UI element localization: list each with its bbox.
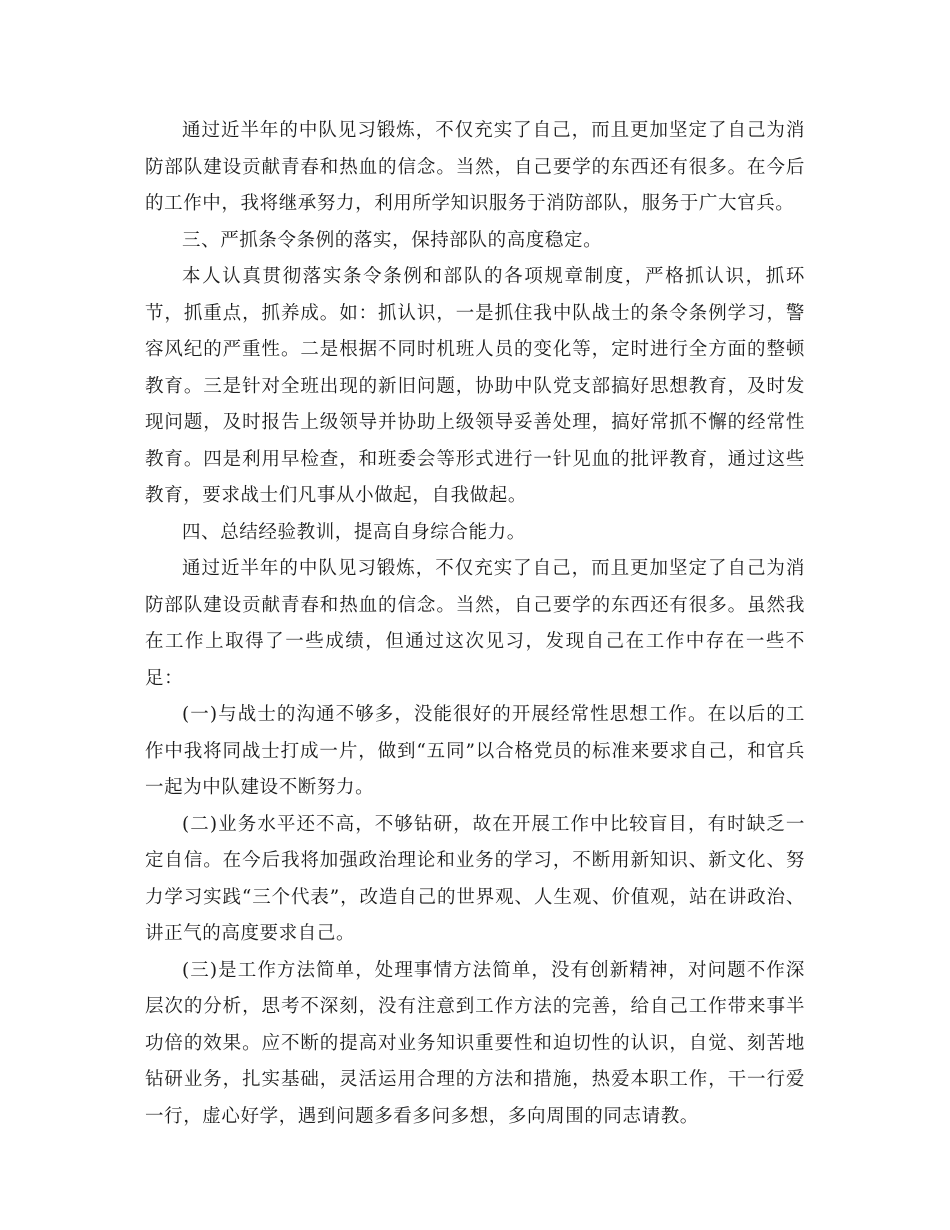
paragraph-shortcoming-2: (二)业务水平还不高，不够钻研，故在开展工作中比较盲目，有时缺乏一定自信。在今后我将加强政治理论和业务的学习，不断用新知识、新文化、努力学习实践“三个代表”，改造自己的世界观、人生观、价值观，站在讲政治、讲正气的高度要求自己。 xyxy=(145,813,805,944)
paragraph-regulations: 本人认真贯彻落实条令条例和部队的各项规章制度，严格抓认识，抓环节，抓重点，抓养成。如：抓认识，一是抓住我中队战士的条令条例学习，警容风纪的严重性。二是根据不同时机班人员的变化等，定时进行全方面的整顿教育。三是针对全班出现的新旧问题，协助中队党支部搞好思想教育，及时发现问题，及时报告上级领导并协助上级领导妥善处理，搞好常抓不懈的经常性教育。四是利用早检查，和班委会等形式进行一针见血的批评教育，通过这些教育，要求战士们凡事从小做起，自我做起。 xyxy=(145,266,805,506)
paragraph-summary: 通过近半年的中队见习锻炼，不仅充实了自己，而且更加坚定了自己为消防部队建设贡献青春和热血的信念。当然，自己要学的东西还有很多。虽然我在工作上取得了一些成绩，但通过这次见习，发现自己在工作中存在一些不足： xyxy=(145,558,805,689)
section-heading-3: 三、严抓条令条例的落实，保持部队的高度稳定。 xyxy=(182,229,603,251)
section-heading-4: 四、总结经验教训，提高自身综合能力。 xyxy=(182,521,526,543)
paragraph-shortcoming-3: (三)是工作方法简单，处理事情方法简单，没有创新精神，对问题不作深层次的分析，思考不深刻，没有注意到工作方法的完善，给自己工作带来事半功倍的效果。应不断的提高对业务知识重要性和迫切性的认识，自觉、刻苦地钻研业务，扎实基础，灵活运用合理的方法和措施，热爱本职工作，干一行爱一行，虚心好学，遇到问题多看多问多想，多向周围的同志请教。 xyxy=(145,959,805,1127)
paragraph-shortcoming-1: (一)与战士的沟通不够多，没能很好的开展经常性思想工作。在以后的工作中我将同战士打成一片，做到“五同”以合格党员的标准来要求自己，和官兵一起为中队建设不断努力。 xyxy=(145,704,805,798)
paragraph-intro: 通过近半年的中队见习锻炼，不仅充实了自己，而且更加坚定了自己为消防部队建设贡献青春和热血的信念。当然，自己要学的东西还有很多。在今后的工作中，我将继承努力，利用所学知识服务于消防部队，服务于广大官兵。 xyxy=(145,120,805,214)
document-page xyxy=(145,113,805,1135)
